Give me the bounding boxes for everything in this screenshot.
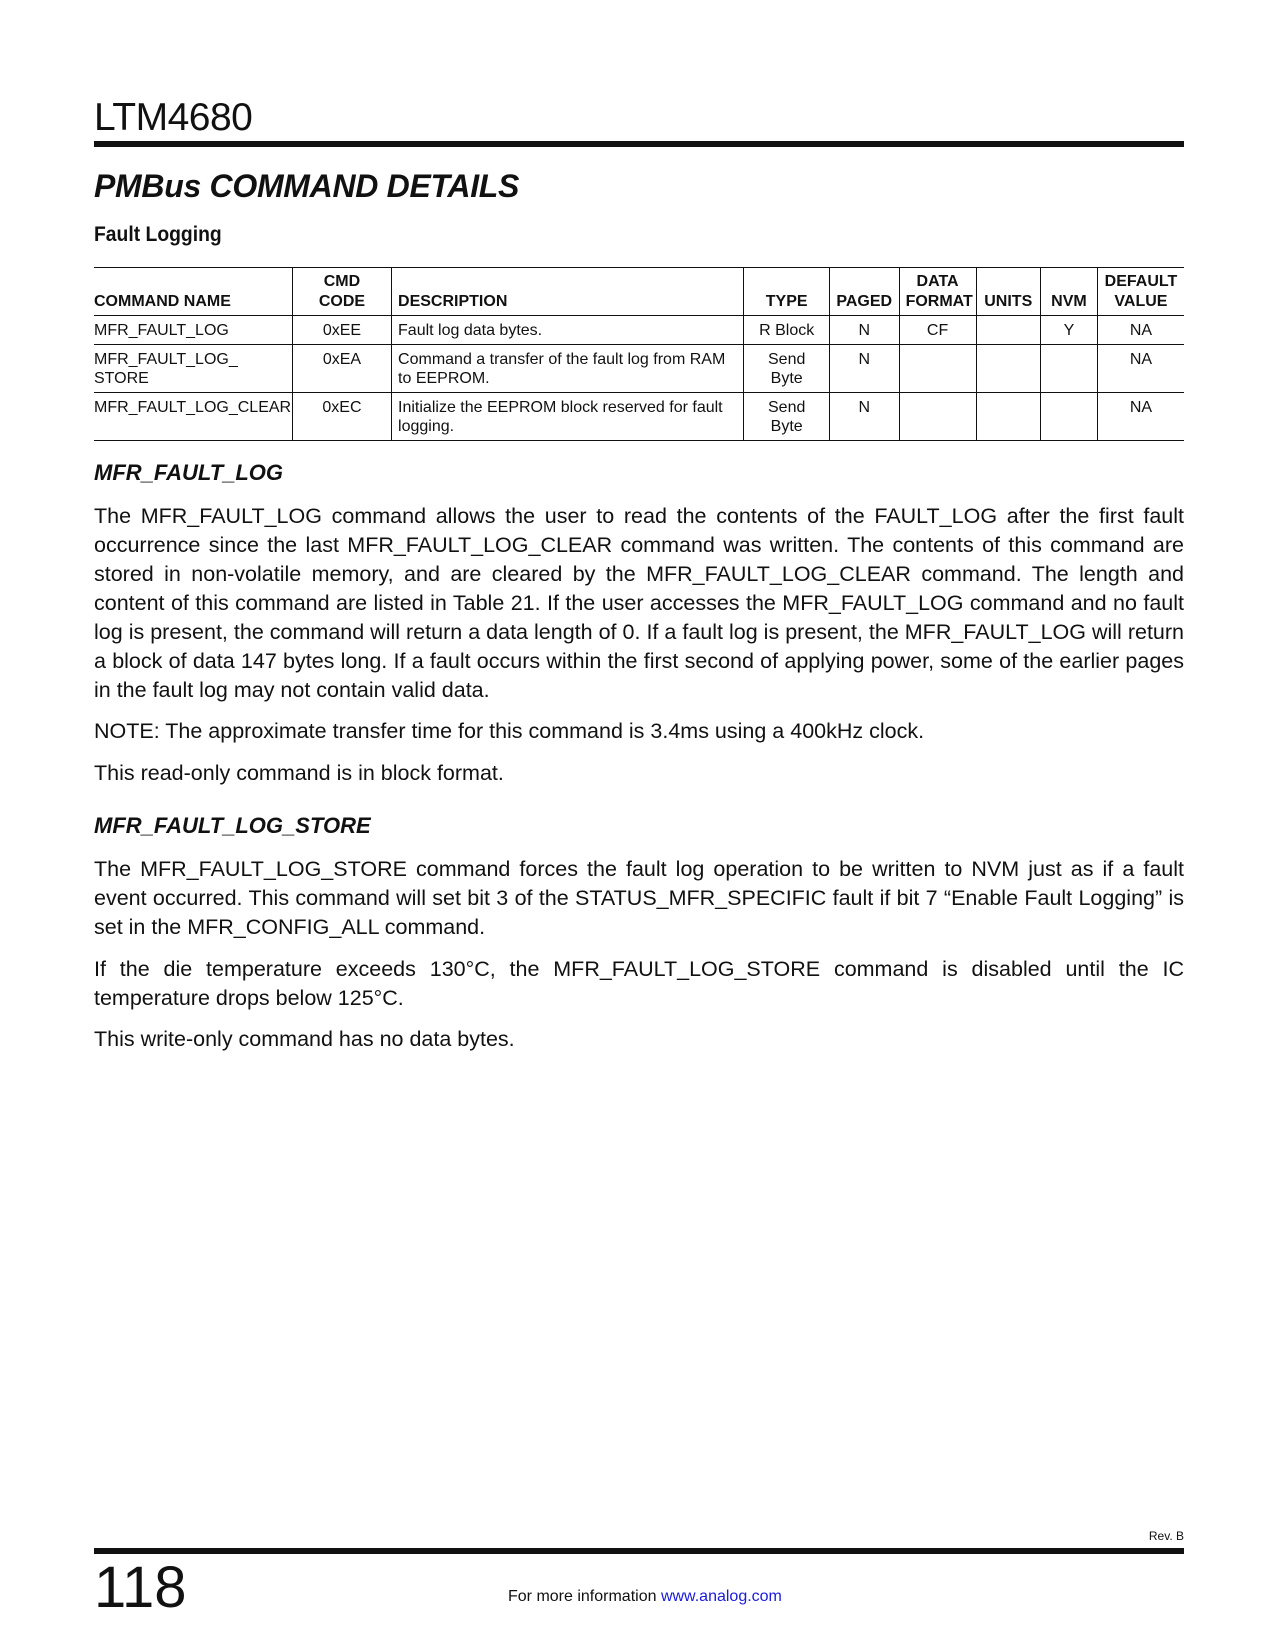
col-header-default-line2: VALUE: [1114, 293, 1168, 310]
cell-nvm: [1040, 345, 1097, 393]
cell-name: MFR_FAULT_LOG_ STORE: [94, 345, 292, 393]
col-header-default: [1097, 268, 1184, 316]
col-header-type: TYPE: [744, 268, 829, 316]
cell-default: NA: [1097, 393, 1184, 441]
col-header-description: DESCRIPTION: [392, 268, 744, 316]
col-header-code: CMD CODE: [292, 268, 391, 316]
command-table: [94, 267, 1184, 441]
revision-label: Rev. B: [1148, 1529, 1184, 1543]
paragraph-fault-log-format: This read-only command is in block format.: [94, 761, 504, 785]
footer-rule: [94, 1548, 1184, 1554]
table-row: [94, 393, 1184, 441]
paragraph-fault-log-store-description: The MFR_FAULT_LOG_STORE command forces the fault log operation to be written to NVM just as if a fault event occurred. This command will set bit 3 of the STATUS_MFR_SPECIFIC fault if bit 7 “Enable Fault Logging” is set in the MFR_CONFIG_ALL command.: [94, 857, 1184, 939]
paragraph-fault-log-description: The MFR_FAULT_LOG command allows the user to read the contents of the FAULT_LOG after the first fault occurrence since the last MFR_FAULT_LOG_CLEAR command was written. The contents of this command are stored in non-volatile memory, and are cleared by the MFR_FAULT_LOG_CLEAR command. The length and content of this command are listed in Table 21. If the user accesses the MFR_FAULT_LOG command and no fault log is present, the command will return a data length of 0. If a fault log is present, the MFR_FAULT_LOG will return a block of data 147 bytes long. If a fault occurs within the first second of applying power, some of the earlier pages in the fault log may not contain valid data.: [94, 504, 1184, 702]
table-header-row: [94, 268, 1184, 316]
cell-code: 0xEA: [292, 345, 391, 393]
cell-name: MFR_FAULT_LOG: [94, 316, 292, 345]
analog-website-link[interactable]: www.analog.com: [660, 1588, 782, 1605]
cell-type: R Block: [744, 316, 829, 345]
cell-description: Command a transfer of the fault log from RAM to EEPROM.: [392, 345, 744, 393]
part-number: LTM4680: [94, 96, 253, 139]
col-header-name: COMMAND NAME: [94, 268, 292, 316]
col-header-data-format-line2: FORMAT: [905, 293, 973, 310]
cell-nvm: Y: [1040, 316, 1097, 345]
subsection-title: Fault Logging: [94, 223, 222, 246]
col-header-units: UNITS: [976, 268, 1040, 316]
cell-units: [976, 345, 1040, 393]
paragraph-fault-log-store-data: This write-only command has no data bytes.: [94, 1027, 515, 1051]
col-header-nvm: NVM: [1040, 268, 1097, 316]
cell-name: MFR_FAULT_LOG_CLEAR: [94, 393, 292, 441]
heading-mfr-fault-log-store: MFR_FAULT_LOG_STORE: [94, 813, 371, 838]
cell-format: [899, 393, 976, 441]
footer-info: [508, 1588, 782, 1606]
col-header-data-format: [899, 268, 976, 316]
heading-mfr-fault-log: MFR_FAULT_LOG: [94, 460, 284, 485]
header-rule: [94, 141, 1184, 147]
cell-default: NA: [1097, 316, 1184, 345]
cell-code: 0xEE: [292, 316, 391, 345]
table-row: [94, 316, 1184, 345]
col-header-default-line1: DEFAULT: [1104, 273, 1178, 290]
table-row: [94, 345, 1184, 393]
paragraph-fault-log-store-temperature: If the die temperature exceeds 130°C, the MFR_FAULT_LOG_STORE command is disabled until the IC temperature drops below 125°C.: [94, 957, 1184, 1010]
col-header-data-format-line1: DATA: [916, 273, 959, 290]
paragraph-fault-log-note: NOTE: The approximate transfer time for this command is 3.4ms using a 400kHz clock.: [94, 719, 925, 743]
cell-type: Send Byte: [744, 345, 829, 393]
cell-nvm: [1040, 393, 1097, 441]
cell-paged: N: [829, 393, 899, 441]
cell-type: Send Byte: [744, 393, 829, 441]
cell-description: Fault log data bytes.: [392, 316, 744, 345]
cell-description: Initialize the EEPROM block reserved for fault logging.: [392, 393, 744, 441]
col-header-paged: PAGED: [829, 268, 899, 316]
cell-paged: N: [829, 316, 899, 345]
cell-default: NA: [1097, 345, 1184, 393]
cell-paged: N: [829, 345, 899, 393]
cell-units: [976, 316, 1040, 345]
cell-units: [976, 393, 1040, 441]
section-title: PMBus COMMAND DETAILS: [94, 168, 520, 204]
cell-code: 0xEC: [292, 393, 391, 441]
page-number: 118: [94, 1555, 187, 1620]
footer-info-text: For more information: [508, 1588, 661, 1605]
cell-format: [899, 345, 976, 393]
cell-format: CF: [899, 316, 976, 345]
